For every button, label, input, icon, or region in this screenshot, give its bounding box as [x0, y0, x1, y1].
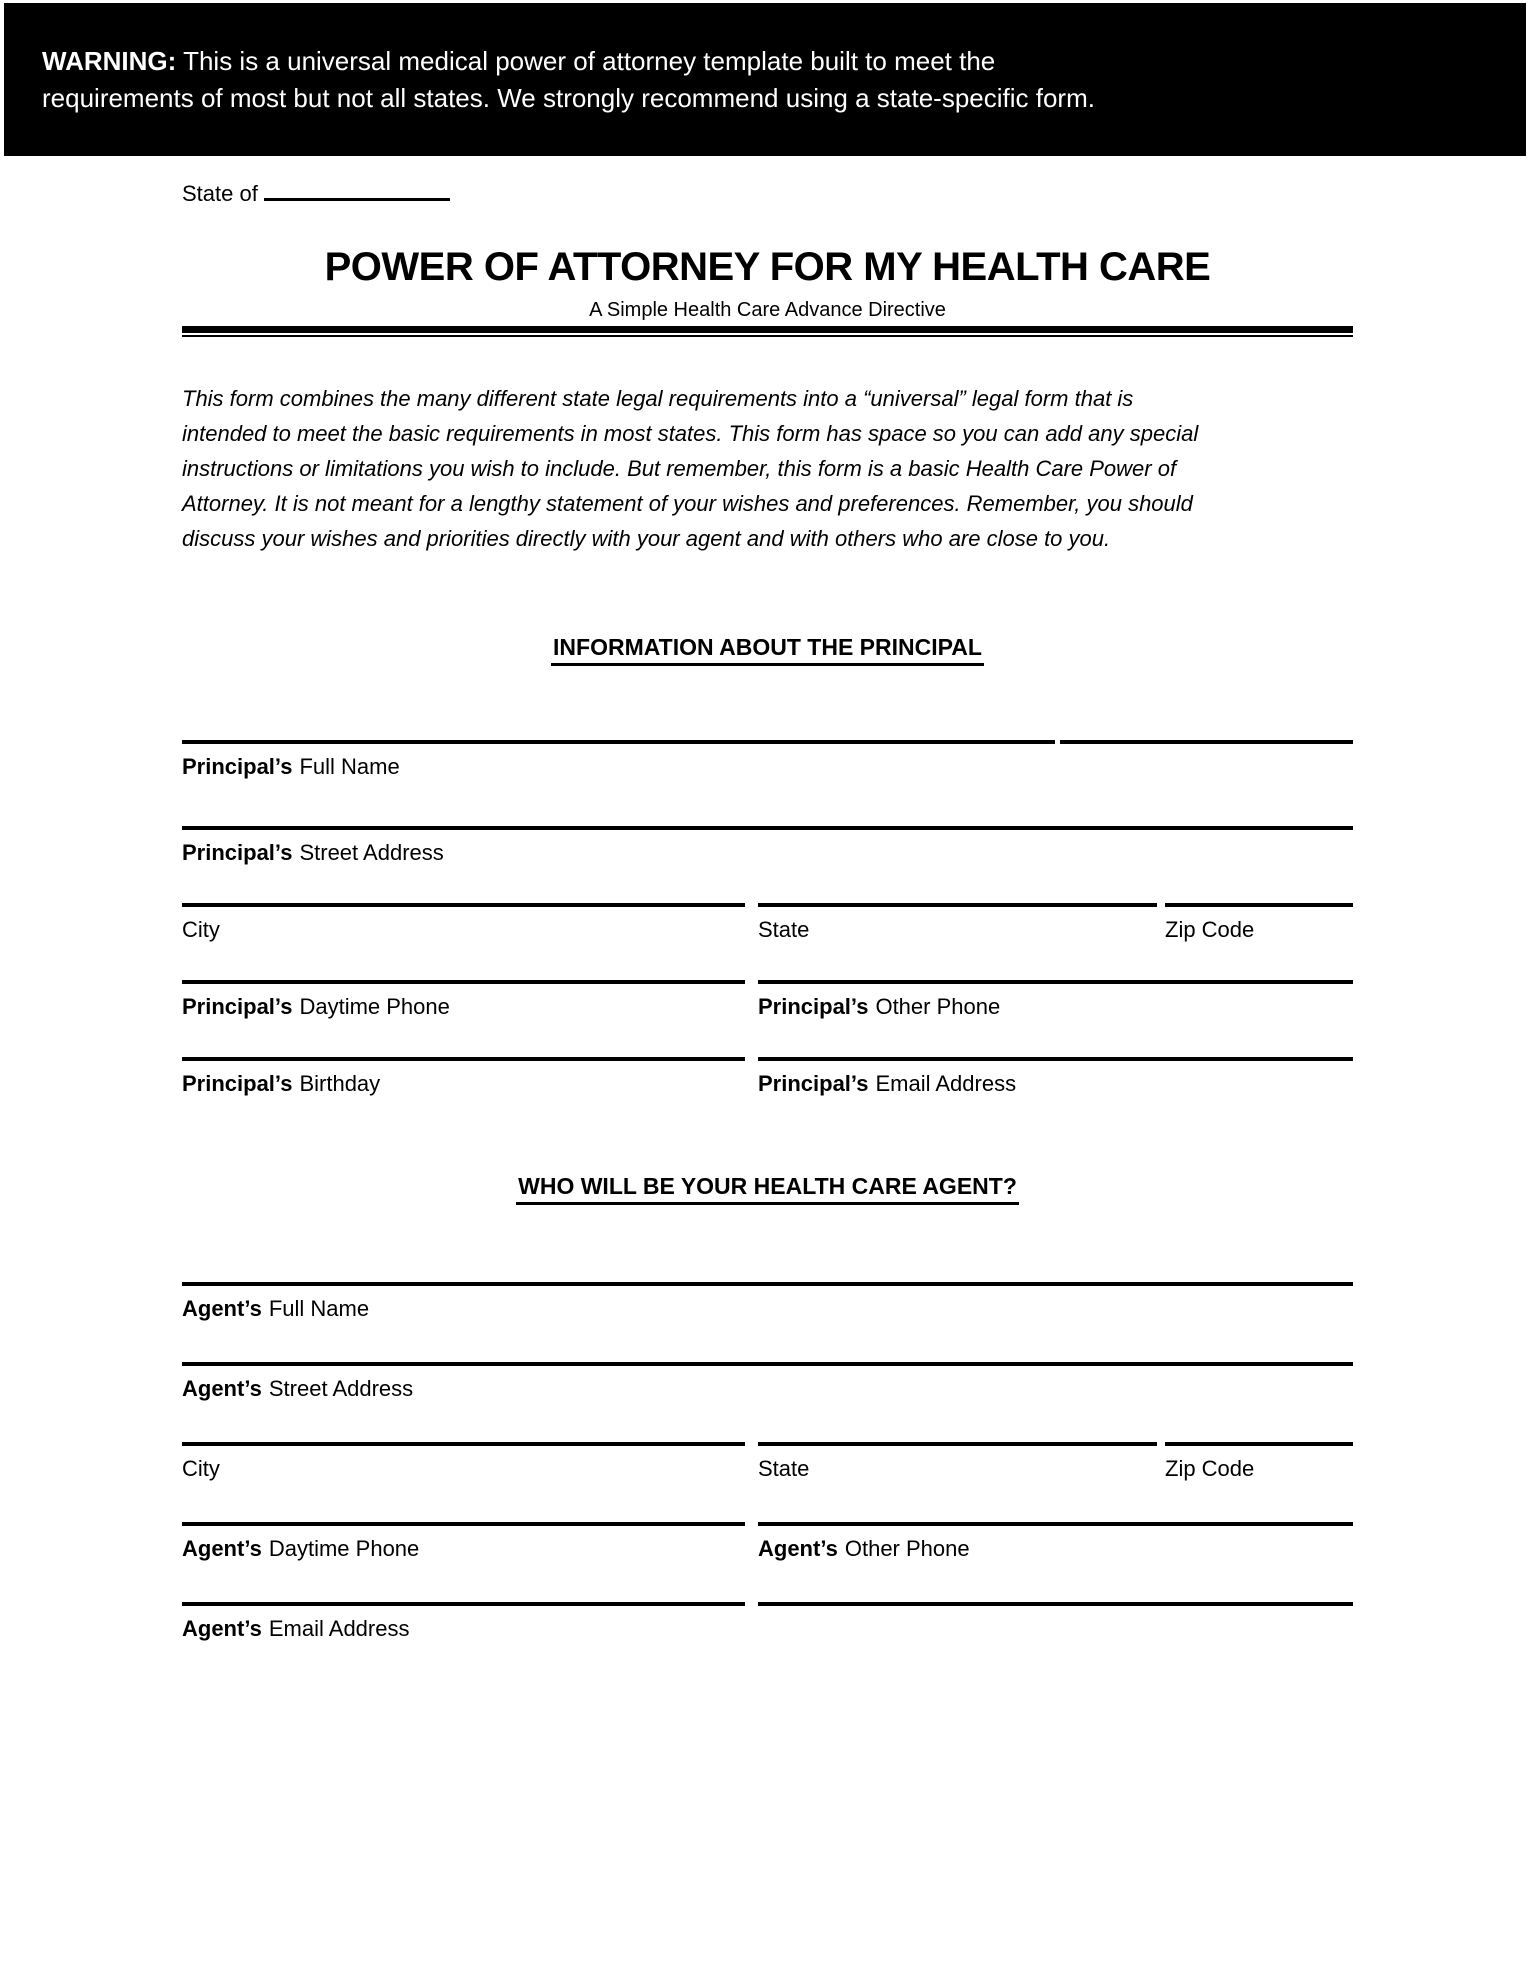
intro-line-4: Attorney. It is not meant for a lengthy statement of your wishes and preferences. Remember, you should [182, 491, 1193, 516]
principal-other-phone-label [758, 984, 1353, 1021]
principal-state-field [758, 903, 1157, 944]
label-prefix: Principal’s [758, 1071, 869, 1096]
agent-email-extra-field [758, 1602, 1353, 1643]
principal-city-label: City [182, 917, 220, 942]
warning-line-1 [42, 43, 1486, 80]
warning-label: WARNING: [42, 46, 177, 76]
principal-state-label: State [758, 917, 810, 942]
agent-street-address-label [182, 1366, 1353, 1403]
principal-full-name-extra-field [1060, 740, 1353, 781]
label-prefix: Agent’s [182, 1296, 262, 1321]
agent-city-label: City [182, 1456, 220, 1481]
principal-section-heading: INFORMATION ABOUT THE PRINCIPAL [551, 632, 984, 666]
principal-full-name-row [182, 740, 1353, 781]
divider-thin-line [182, 335, 1353, 337]
label-prefix: Principal’s [182, 840, 293, 865]
label-text: Daytime Phone [268, 1536, 420, 1561]
intro-line-2: intended to meet the basic requirements in most states. This form has space so you can add any special [182, 421, 1199, 446]
label-text: Birthday [299, 1071, 381, 1096]
agent-daytime-phone-label [182, 1526, 745, 1563]
agent-fields [182, 1282, 1353, 1643]
label-prefix: Agent’s [758, 1536, 838, 1561]
principal-daytime-phone-label [182, 984, 745, 1021]
principal-daytime-phone-field [182, 980, 745, 1021]
agent-zip-label: Zip Code [1165, 1456, 1255, 1481]
principal-other-phone-field [758, 980, 1353, 1021]
agent-phones-row [182, 1522, 1353, 1563]
state-of-row [182, 178, 1353, 208]
title-divider [182, 326, 1353, 337]
agent-full-name-row [182, 1282, 1353, 1323]
label-text: Full Name [299, 754, 400, 779]
state-of-blank[interactable] [264, 178, 450, 201]
agent-email-label [182, 1606, 745, 1643]
divider-thick-line [182, 326, 1353, 333]
label-text: Full Name [268, 1296, 370, 1321]
agent-city-state-zip-row [182, 1442, 1353, 1483]
warning-line-1-text: This is a universal medical power of attorney template built to meet the [176, 46, 996, 76]
agent-state-field [758, 1442, 1157, 1483]
principal-phones-row [182, 980, 1353, 1021]
agent-other-phone-field [758, 1522, 1353, 1563]
principal-full-name-extra-blank[interactable] [1060, 740, 1353, 744]
state-of-label: State of [182, 181, 258, 206]
warning-line-2: requirements of most but not all states. We strongly recommend using a state-specific form. [42, 83, 1095, 113]
principal-zip-field [1165, 903, 1353, 944]
agent-state-label: State [758, 1456, 810, 1481]
principal-birthday-label [182, 1061, 745, 1098]
label-text: Email Address [875, 1071, 1017, 1096]
agent-email-field [182, 1602, 745, 1643]
label-text: Other Phone [844, 1536, 970, 1561]
principal-full-name-label [182, 744, 1055, 781]
label-prefix: Principal’s [182, 1071, 293, 1096]
principal-birthday-email-row [182, 1057, 1353, 1098]
principal-street-address-label [182, 830, 1353, 867]
agent-zip-field [1165, 1442, 1353, 1483]
agent-section-heading-row [182, 1171, 1353, 1205]
label-text: Other Phone [875, 994, 1001, 1019]
label-prefix: Agent’s [182, 1376, 262, 1401]
label-text: Email Address [268, 1616, 410, 1641]
label-text: Street Address [299, 840, 444, 865]
agent-street-address-field [182, 1362, 1353, 1403]
agent-email-extra-blank[interactable] [758, 1602, 1353, 1606]
warning-banner [4, 3, 1526, 156]
principal-email-field [758, 1057, 1353, 1098]
agent-full-name-field [182, 1282, 1353, 1323]
label-prefix: Agent’s [182, 1616, 262, 1641]
principal-email-label [758, 1061, 1353, 1098]
intro-line-3: instructions or limitations you wish to include. But remember, this form is a basic Health Care Power of [182, 456, 1177, 481]
principal-street-address-row [182, 826, 1353, 867]
label-prefix: Principal’s [758, 994, 869, 1019]
agent-city-field [182, 1442, 745, 1483]
page-title: POWER OF ATTORNEY FOR MY HEALTH CARE [324, 245, 1211, 289]
principal-full-name-field [182, 740, 1055, 781]
page-subtitle: A Simple Health Care Advance Directive [589, 299, 946, 321]
label-prefix: Principal’s [182, 994, 293, 1019]
principal-birthday-field [182, 1057, 745, 1098]
principal-city-field [182, 903, 745, 944]
intro-line-5: discuss your wishes and priorities directly with your agent and with others who are close to you. [182, 526, 1111, 551]
label-prefix: Agent’s [182, 1536, 262, 1561]
agent-full-name-label [182, 1286, 1353, 1323]
label-prefix: Principal’s [182, 754, 293, 779]
agent-email-row [182, 1602, 1353, 1643]
principal-street-address-field [182, 826, 1353, 867]
principal-section-heading-row [182, 632, 1353, 666]
intro-line-1: This form combines the many different state legal requirements into a “universal” legal form that is [182, 386, 1134, 411]
agent-section-heading: WHO WILL BE YOUR HEALTH CARE AGENT? [516, 1171, 1019, 1205]
agent-street-address-row [182, 1362, 1353, 1403]
label-text: Street Address [268, 1376, 414, 1401]
principal-zip-label: Zip Code [1165, 917, 1255, 942]
agent-other-phone-label [758, 1526, 1353, 1563]
intro-paragraph [182, 381, 1353, 556]
principal-city-state-zip-row [182, 903, 1353, 944]
label-text: Daytime Phone [299, 994, 450, 1019]
principal-fields [182, 740, 1353, 1098]
agent-daytime-phone-field [182, 1522, 745, 1563]
